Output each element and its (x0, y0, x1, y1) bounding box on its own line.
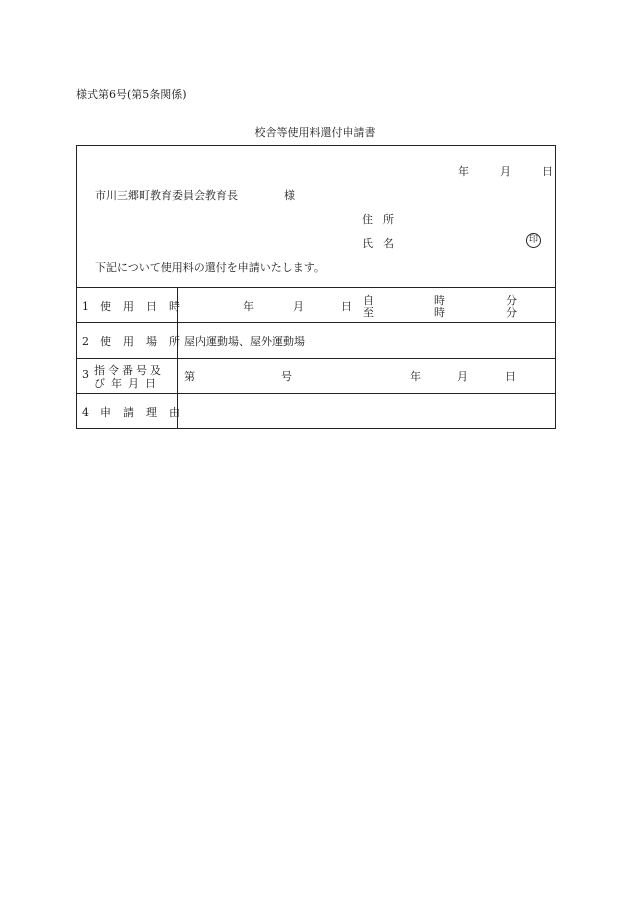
address-field (362, 211, 394, 227)
row-divider-1 (77, 287, 555, 288)
label-char: 使 (100, 300, 111, 313)
date-year: 年 (458, 165, 469, 178)
label-char: 請 (123, 406, 134, 419)
name-label-char-1: 氏 (362, 237, 373, 250)
row-1-label (82, 298, 180, 314)
label-char: び (94, 377, 105, 390)
document-title: 校舎等使用料還付申請書 (254, 126, 376, 139)
row-3-label-line-2 (94, 375, 156, 391)
label-char: 日 (146, 300, 157, 313)
honorific: 様 (284, 189, 295, 202)
intro-text: 下記について使用料の還付を申請いたします。 (95, 261, 325, 274)
address-label-char-1: 住 (362, 213, 373, 226)
label-char: 用 (123, 300, 134, 313)
label-char: 用 (123, 335, 134, 348)
usage-place-value: 屋内運動場、屋外運動場 (184, 335, 305, 348)
label-char: 使 (100, 335, 111, 348)
row-2-label (82, 333, 180, 349)
label-char: 及 (150, 364, 161, 377)
address-label-char-2: 所 (383, 213, 394, 226)
directive-year: 年 (410, 370, 421, 383)
usage-date-year: 年 (243, 300, 254, 313)
hour-from: 時 (434, 294, 445, 307)
row-number: 2 (82, 335, 89, 348)
label-char: 場 (146, 335, 157, 348)
form-number: 様式第6号(第5条関係) (76, 88, 187, 101)
label-char: 指 (94, 364, 105, 377)
seal-mark: 印 (526, 233, 541, 248)
label-char: 所 (169, 335, 180, 348)
row-divider-4 (77, 393, 555, 394)
row-3-number: 3 (82, 368, 89, 381)
name-field (362, 235, 394, 251)
directive-month: 月 (457, 370, 468, 383)
label-char: 日 (145, 377, 156, 390)
usage-date-day: 日 (341, 300, 352, 313)
minute-from: 分 (506, 294, 517, 307)
label-char: 令 (108, 364, 119, 377)
label-char: 由 (169, 406, 180, 419)
label-char: 月 (128, 377, 139, 390)
directive-go: 号 (281, 370, 292, 383)
label-char: 時 (169, 300, 180, 313)
directive-dai: 第 (184, 370, 195, 383)
name-label-char-2: 名 (383, 237, 394, 250)
application-date (458, 163, 553, 179)
hour-to: 時 (434, 306, 445, 319)
row-divider-3 (77, 358, 555, 359)
label-char: 年 (111, 377, 122, 390)
usage-date-month: 月 (293, 300, 304, 313)
label-char: 番 (122, 364, 133, 377)
row-4-label (82, 404, 180, 420)
label-char: 号 (136, 364, 147, 377)
row-number: 1 (82, 300, 89, 313)
directive-day: 日 (505, 370, 516, 383)
from-label: 自 (363, 294, 374, 307)
date-month: 月 (500, 165, 511, 178)
addressee: 市川三郷町教育委員会教育長 (95, 189, 238, 202)
date-day: 日 (542, 165, 553, 178)
row-divider-2 (77, 322, 555, 323)
label-char: 理 (146, 406, 157, 419)
minute-to: 分 (506, 306, 517, 319)
to-label: 至 (363, 306, 374, 319)
row-number: 4 (82, 406, 89, 419)
addressee-line (95, 187, 295, 203)
label-char: 申 (100, 406, 111, 419)
